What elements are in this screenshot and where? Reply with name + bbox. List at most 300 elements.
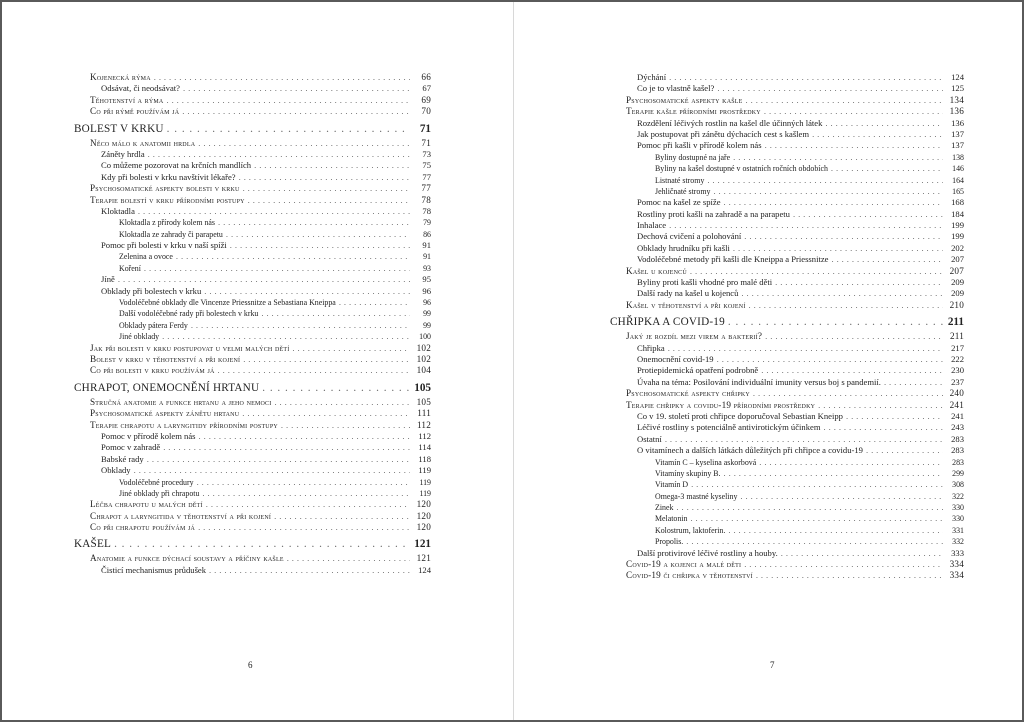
toc-entry-page: 105: [414, 381, 431, 394]
dot-leader: [198, 138, 410, 149]
toc-entry: [74, 477, 431, 488]
toc-entry: [74, 274, 431, 285]
toc-entry-title: Propolis.: [655, 537, 684, 547]
toc-entry: [610, 388, 964, 399]
dot-leader: [281, 420, 410, 431]
toc-entry-title: Pomoc v zahradě: [101, 442, 161, 453]
toc-entry-page: 137: [951, 140, 964, 151]
toc-entry-title: O vitamínech a dalších látkách důležitých při chřipce a covidu-19: [637, 445, 863, 456]
toc-entry-page: 332: [952, 537, 964, 547]
toc-entry-page: 91: [423, 252, 431, 262]
dot-leader: [261, 308, 410, 319]
toc-entry-page: 100: [419, 332, 431, 342]
toc-entry-title: Další protivirové léčivé rostliny a houby.: [637, 547, 778, 558]
toc-entry-title: Vitamíny skupiny B.: [655, 468, 721, 478]
toc-entry-page: 96: [423, 298, 431, 308]
book-spread: [2, 2, 1022, 720]
toc-entry-page: 334: [949, 570, 964, 581]
dot-leader: [749, 300, 943, 311]
page-number-left: 6: [248, 660, 253, 670]
toc-entry-title: KAŠEL: [74, 538, 112, 551]
toc-entry: [610, 331, 964, 342]
toc-chapter: [610, 315, 964, 329]
dot-leader: [242, 408, 410, 419]
dot-leader: [744, 559, 943, 570]
toc-entry: [74, 183, 431, 194]
dot-leader: [287, 553, 410, 564]
toc-entry: [610, 95, 964, 106]
toc-entry: [74, 454, 431, 465]
toc-entry: [610, 72, 964, 83]
toc-entry-title: BOLEST V KRKU: [74, 122, 164, 135]
toc-chapter: [74, 122, 431, 136]
toc-entry-title: Co je to vlastně kašel?: [637, 83, 715, 94]
dot-leader: [733, 243, 943, 254]
toc-entry: [610, 422, 964, 433]
toc-entry: [74, 365, 431, 376]
toc-entry: [610, 300, 964, 311]
toc-entry-page: 105: [416, 396, 431, 407]
dot-leader: [744, 231, 943, 242]
toc-entry-page: 209: [951, 288, 964, 299]
dot-leader: [202, 488, 410, 499]
toc-entry: [610, 197, 964, 208]
toc-entry: [74, 442, 431, 453]
dot-leader: [825, 118, 943, 129]
toc-entry-page: 77: [421, 183, 431, 194]
dot-leader: [206, 499, 410, 510]
toc-entry-title: Čisticí mechanismus průdušek: [101, 564, 207, 575]
toc-entry-page: 78: [422, 205, 431, 216]
toc-entry: [610, 570, 964, 581]
toc-entry-title: Byliny dostupné na jaře: [655, 152, 731, 162]
toc-entry-page: 209: [951, 277, 964, 288]
toc-entry: [74, 499, 431, 510]
toc-entry: [74, 195, 431, 206]
dot-leader: [765, 331, 943, 342]
toc-entry: [610, 525, 964, 536]
dot-leader: [717, 354, 943, 365]
toc-entry-page: 124: [418, 564, 431, 575]
toc-entry-page: 118: [418, 453, 431, 464]
toc-entry-page: 120: [416, 510, 431, 521]
toc-entry: [74, 408, 431, 419]
toc-entry-title: Kdy při bolesti v krku navštívit lékaře?: [101, 171, 236, 182]
dot-leader: [846, 411, 943, 422]
toc-entry: [74, 522, 431, 533]
toc-entry-title: Rozdělení léčivých rostlin na kašel dle účinných látek: [637, 117, 823, 128]
toc-entry-title: Pomoc při bolesti v krku v naší spíži: [101, 240, 227, 251]
toc-entry-page: 120: [416, 499, 431, 510]
dot-leader: [138, 206, 410, 217]
toc-entry-page: 230: [951, 365, 964, 376]
toc-entry-title: Melatonin: [655, 514, 688, 524]
toc-entry-page: 112: [418, 430, 431, 441]
toc-entry-title: Co můžeme pozorovat na krčních mandlích: [101, 160, 252, 171]
toc-entry: [74, 286, 431, 297]
toc-entry: [74, 95, 431, 106]
dot-leader: [248, 195, 410, 206]
dot-leader: [118, 274, 410, 285]
dot-leader: [669, 220, 943, 231]
toc-entry: [610, 343, 964, 354]
toc-entry: [74, 308, 431, 319]
toc-entry-page: 99: [423, 309, 431, 319]
toc-entry-title: Vodoléčebné metody při kašli dle Kneippa a Priessnitze: [637, 254, 829, 265]
toc-entry-title: Další vodoléčebné rady při bolestech v krku: [119, 309, 259, 319]
toc-entry-page: 331: [952, 525, 964, 535]
toc-entry: [74, 240, 431, 251]
toc-entry: [74, 511, 431, 522]
dot-leader: [733, 152, 943, 163]
toc-entry-page: 241: [951, 410, 964, 421]
toc-entry: [610, 231, 964, 242]
dot-leader: [713, 186, 943, 197]
toc-entry-page: 199: [951, 220, 964, 231]
dot-leader: [707, 175, 943, 186]
toc-entry: [74, 343, 431, 354]
toc-entry-title: Další rady na kašel u kojenců: [637, 288, 739, 299]
toc-entry: [610, 129, 964, 140]
toc-entry-title: Odsávat, či neodsávat?: [101, 83, 180, 94]
toc-entry: [74, 431, 431, 442]
toc-entry: [74, 138, 431, 149]
dot-leader: [197, 477, 410, 488]
toc-entry: [74, 553, 431, 564]
dot-leader: [191, 320, 410, 331]
toc-entry: [74, 565, 431, 576]
toc-entry-title: Rostliny proti kašli na zahradě a na parapetu: [637, 208, 790, 219]
toc-entry-page: 86: [423, 229, 431, 239]
toc-entry-title: CHŘIPKA A COVID-19: [610, 316, 725, 329]
toc-entry-page: 93: [423, 263, 431, 273]
dot-leader: [761, 365, 943, 376]
toc-entry: [74, 206, 431, 217]
dot-leader: [254, 160, 410, 171]
toc-entry-page: 67: [422, 83, 431, 94]
toc-entry-title: Inhalace: [637, 220, 667, 231]
dot-leader: [812, 129, 943, 140]
dot-leader: [239, 172, 410, 183]
toc-entry-title: Zelenina a ovoce: [119, 252, 173, 262]
dot-leader: [183, 83, 410, 94]
toc-entry: [610, 377, 964, 388]
right-page: [514, 2, 1022, 720]
dot-leader: [154, 72, 410, 83]
toc-entry-page: 322: [952, 491, 964, 501]
dot-leader: [740, 491, 943, 502]
toc-entry-title: Co při rýmě používám já: [90, 106, 180, 117]
toc-entry-page: 121: [414, 538, 431, 551]
toc-entry-page: 211: [947, 316, 964, 329]
toc-entry: [610, 243, 964, 254]
toc-entry-page: 70: [421, 106, 431, 117]
dot-leader: [163, 442, 410, 453]
dot-leader: [676, 502, 943, 513]
toc-entry-page: 119: [419, 488, 431, 498]
toc-entry-title: Anatomie a funkce dýchací soustavy a příčiny kašle: [90, 553, 284, 564]
dot-leader: [339, 297, 410, 308]
toc-entry-page: 114: [418, 442, 431, 453]
toc-entry-page: 119: [419, 477, 431, 487]
toc-chapter: [74, 381, 431, 395]
dot-leader: [741, 288, 943, 299]
dot-leader: [162, 331, 410, 342]
toc-entry: [74, 72, 431, 83]
dot-leader: [668, 343, 943, 354]
dot-leader: [144, 263, 410, 274]
toc-entry: [610, 220, 964, 231]
toc-entry-page: 330: [952, 503, 964, 513]
dot-leader: [781, 548, 943, 559]
toc-entry-page: 104: [416, 365, 431, 376]
toc-entry-title: Protiepidemická opatření podrobně: [637, 365, 759, 376]
toc-entry-page: 334: [949, 559, 964, 570]
toc-entry-title: Kolostrum, laktoferin.: [655, 525, 726, 535]
dot-leader: [764, 106, 943, 117]
dot-leader: [262, 381, 410, 395]
dot-leader: [167, 122, 410, 136]
toc-entry: [610, 277, 964, 288]
toc-entry: [74, 149, 431, 160]
dot-leader: [728, 525, 943, 536]
toc-entry-page: 78: [421, 194, 431, 205]
toc-entry: [74, 106, 431, 117]
toc-entry: [74, 354, 431, 365]
dot-leader: [198, 522, 410, 533]
dot-leader: [274, 511, 410, 522]
toc-entry: [610, 118, 964, 129]
toc-entry-title: Terapie chrapotu a laryngitidy přírodními postupy: [90, 419, 278, 430]
toc-entry-title: Záněty hrdla: [101, 148, 145, 159]
toc-entry-title: Kašel v těhotenství a při kojení: [626, 299, 746, 310]
dot-leader: [831, 163, 943, 174]
toc-entry: [610, 457, 964, 468]
toc-entry: [610, 548, 964, 559]
toc-entry-title: Pomoc na kašel ze spíže: [637, 197, 721, 208]
toc-entry: [74, 172, 431, 183]
toc-entry-title: Kloktadla z přírody kolem nás: [119, 218, 215, 228]
toc-entry: [74, 217, 431, 228]
toc-entry-page: 308: [952, 480, 964, 490]
dot-leader: [199, 431, 410, 442]
toc-entry-page: 95: [422, 274, 431, 285]
toc-entry-title: Terapie kašle přírodními prostředky: [626, 106, 761, 117]
toc-entry: [610, 468, 964, 479]
toc-entry-page: 283: [951, 433, 964, 444]
toc-entry: [610, 254, 964, 265]
toc-entry-title: Byliny na kašel dostupné v ostatních ročních obdobích: [655, 164, 828, 174]
toc-entry: [610, 266, 964, 277]
dot-leader: [226, 229, 410, 240]
toc-entry-title: Stručná anatomie a funkce hrtanu a jeho nemoci: [90, 396, 272, 407]
toc-entry-title: Obklady hrudníku při kašli: [637, 242, 730, 253]
toc-entry-title: Omega-3 mastné kyseliny: [655, 491, 738, 501]
toc-entry: [74, 83, 431, 94]
toc-entry-title: Kašel u kojenců: [626, 265, 687, 276]
dot-leader: [746, 95, 943, 106]
toc-entry-page: 66: [421, 72, 431, 82]
toc-entry-page: 283: [951, 445, 964, 456]
dot-leader: [759, 457, 943, 468]
toc-entry-title: Obklady při bolestech v krku: [101, 285, 202, 296]
toc-entry: [74, 263, 431, 274]
toc-entry-title: Léčivé rostliny s potenciálně antivirotickým účinkem: [637, 422, 821, 433]
toc-entry-page: 210: [949, 299, 964, 310]
toc-entry-page: 99: [423, 320, 431, 330]
page-number-right: 7: [770, 660, 775, 670]
toc-entry: [74, 229, 431, 240]
toc-entry: [610, 502, 964, 513]
toc-entry-title: Babské rady: [101, 453, 144, 464]
toc-entry: [610, 354, 964, 365]
toc-entry-page: 240: [949, 388, 964, 399]
toc-entry-page: 102: [416, 353, 431, 364]
dot-leader: [793, 209, 943, 220]
toc-entry-title: Něco málo k anatomii hrdla: [90, 137, 196, 148]
dot-leader: [717, 83, 943, 94]
toc-entry-page: 96: [422, 285, 431, 296]
toc-entry: [610, 513, 964, 524]
toc-entry-page: 241: [949, 399, 964, 410]
toc-entry-title: Onemocnění covid-19: [637, 353, 714, 364]
toc-entry-page: 91: [422, 240, 431, 251]
toc-entry-title: Terapie bolestí v krku přírodními postupy: [90, 194, 245, 205]
dot-leader: [230, 240, 410, 251]
toc-entry-title: Kojenecká rýma: [90, 72, 151, 82]
left-page: [2, 2, 513, 720]
dot-leader: [148, 149, 410, 160]
toc-entry: [610, 106, 964, 117]
toc-entry: [74, 251, 431, 262]
toc-entry-title: Covid-19 či chřipka v těhotenství: [626, 570, 753, 581]
toc-entry-page: 146: [952, 164, 964, 174]
toc-entry-title: Těhotenství a rýma: [90, 94, 164, 105]
toc-entry-title: Obklady pátera Ferdy: [119, 320, 188, 330]
toc-entry: [610, 434, 964, 445]
toc-entry-page: 71: [421, 137, 431, 148]
dot-leader: [182, 106, 410, 117]
dot-leader: [765, 140, 943, 151]
toc-entry-page: 111: [417, 408, 431, 419]
toc-entry: [610, 491, 964, 502]
toc-entry-title: Jiné obklady při chrapotu: [119, 488, 200, 498]
dot-leader: [243, 354, 410, 365]
toc-entry: [610, 288, 964, 299]
toc-entry-page: 137: [951, 128, 964, 139]
toc-entry-title: Léčba chrapotu u malých dětí: [90, 499, 203, 510]
toc-entry-page: 283: [952, 457, 964, 467]
toc-entry-title: Zinek: [655, 503, 674, 513]
toc-entry: [74, 320, 431, 331]
toc-entry-title: Dechová cvičení a polohování: [637, 231, 742, 242]
toc-entry-title: Psychosomatické aspekty kašle: [626, 94, 743, 105]
toc-entry-title: Obklady: [101, 465, 131, 476]
table-of-contents-left: [74, 72, 431, 576]
dot-leader: [209, 565, 410, 576]
toc-entry-title: Ostatní: [637, 433, 662, 444]
toc-entry: [610, 186, 964, 197]
dot-leader: [243, 183, 410, 194]
toc-entry-title: Jak při bolesti v krku postupovat u velmi malých dětí: [90, 342, 290, 353]
toc-entry-title: Co při chrapotu používám já: [90, 522, 196, 533]
table-of-contents-right: [610, 72, 964, 582]
toc-entry: [610, 152, 964, 163]
dot-leader: [114, 537, 410, 551]
toc-entry: [610, 536, 964, 547]
toc-entry-page: 207: [951, 254, 964, 265]
toc-entry-title: Covid-19 a kojenci a malé děti: [626, 559, 742, 570]
dot-leader: [686, 536, 943, 547]
dot-leader: [274, 397, 410, 408]
toc-entry-title: Jak postupovat při zánětu dýchacích cest s kašlem: [637, 128, 810, 139]
dot-leader: [824, 422, 943, 433]
toc-entry-page: 164: [952, 175, 964, 185]
toc-entry-title: Úvaha na téma: Posilování individuální imunity versus boj s pandemií.: [637, 376, 881, 387]
toc-entry-page: 69: [421, 94, 431, 105]
dot-leader: [724, 468, 943, 479]
toc-entry-title: Chrapot a laryngitida v těhotenství a při kojení: [90, 510, 272, 521]
toc-entry-page: 120: [416, 522, 431, 533]
dot-leader: [176, 251, 410, 262]
toc-entry-page: 79: [423, 218, 431, 228]
toc-entry-title: Co v 19. století proti chřipce doporučoval Sebastian Kneipp: [637, 410, 843, 421]
dot-leader: [728, 315, 943, 329]
dot-leader: [204, 286, 410, 297]
toc-entry-title: Koření: [119, 263, 141, 273]
toc-entry: [610, 411, 964, 422]
toc-entry-title: Psychosomatické aspekty zánětu hrtanu: [90, 408, 240, 419]
dot-leader: [669, 72, 943, 83]
toc-entry-page: 134: [949, 94, 964, 105]
toc-entry: [74, 465, 431, 476]
dot-leader: [724, 197, 943, 208]
toc-entry-title: Jehličnaté stromy: [655, 186, 711, 196]
toc-entry-title: Byliny proti kašli vhodné pro malé děti: [637, 277, 773, 288]
dot-leader: [218, 217, 410, 228]
toc-entry-title: Vodoléčebné procedury: [119, 477, 194, 487]
toc-entry-title: Kloktadla ze zahrady či parapetu: [119, 229, 223, 239]
toc-entry: [610, 445, 964, 456]
toc-entry-page: 199: [951, 231, 964, 242]
toc-entry-page: 75: [422, 160, 431, 171]
toc-entry-title: Pomoc při kašli v přírodě kolem nás: [637, 140, 762, 151]
toc-entry-page: 112: [416, 419, 431, 430]
dot-leader: [147, 454, 410, 465]
toc-entry-page: 77: [422, 171, 431, 182]
toc-entry-page: 333: [951, 547, 964, 558]
toc-entry: [74, 297, 431, 308]
toc-entry-title: Chřipka: [637, 342, 665, 353]
dot-leader: [818, 400, 943, 411]
toc-entry-title: Vitamín D: [655, 480, 689, 490]
toc-entry-page: 138: [952, 152, 964, 162]
toc-entry-title: Psychosomatické aspekty bolesti v krku: [90, 183, 240, 194]
toc-entry-page: 222: [951, 353, 964, 364]
dot-leader: [884, 377, 943, 388]
toc-entry-title: Jiné obklady: [119, 332, 160, 342]
toc-entry-page: 125: [951, 83, 964, 94]
dot-leader: [775, 277, 943, 288]
dot-leader: [292, 343, 410, 354]
toc-entry-title: Listnaté stromy: [655, 175, 705, 185]
toc-entry: [610, 559, 964, 570]
toc-entry: [610, 140, 964, 151]
toc-entry-page: 184: [951, 208, 964, 219]
toc-entry-page: 237: [951, 376, 964, 387]
toc-entry: [74, 397, 431, 408]
toc-entry-title: Terapie chřipky a covidu-19 přírodními prostředky: [626, 399, 816, 410]
